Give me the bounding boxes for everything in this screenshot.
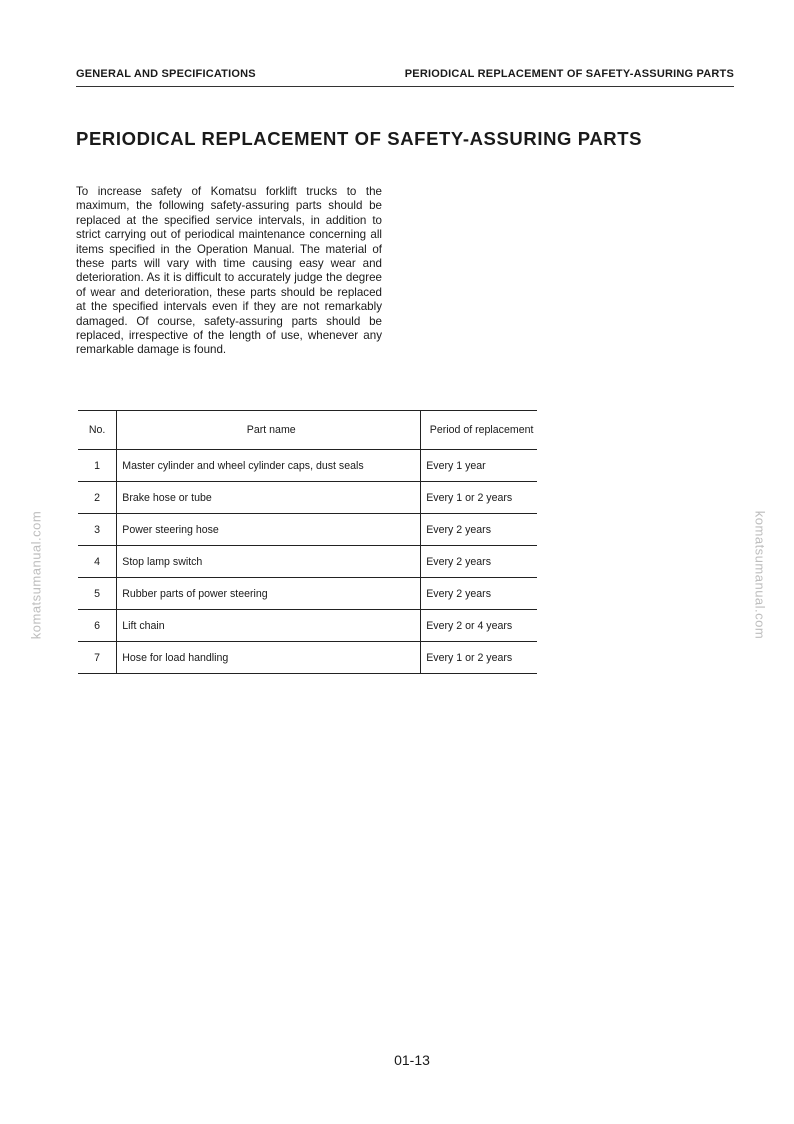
table-row <box>78 642 537 674</box>
running-header <box>76 68 734 84</box>
row-period: Every 2 years <box>421 546 537 578</box>
table-header-row <box>78 411 537 450</box>
row-period: Every 2 or 4 years <box>421 610 537 642</box>
row-no: 1 <box>78 450 117 482</box>
watermark-left: komatsumanual.com <box>28 510 44 640</box>
replacement-parts-table <box>78 410 537 674</box>
table-row <box>78 578 537 610</box>
header-section-title: GENERAL AND SPECIFICATIONS <box>76 68 256 80</box>
intro-paragraph: To increase safety of Komatsu forklift trucks to the maximum, the following safety-assuring parts should be replaced at the specified service intervals, in addition to strict carrying out of periodical maintenance concerning all items specified in the Operation Manual. The material of these parts will vary with time causing easy wear and deterioration. As it is difficult to accurately judge the degree of wear and deterioration, these parts should be replaced at the specified intervals even if they are not remarkably damaged. Of course, safety-assuring parts should be replaced, irrespective of the length of use, whenever any remarkable damage is found. <box>76 185 382 357</box>
table-row <box>78 482 537 514</box>
table-row <box>78 514 537 546</box>
row-no: 3 <box>78 514 117 546</box>
row-part-name: Stop lamp switch <box>117 546 421 578</box>
row-part-name: Lift chain <box>117 610 421 642</box>
row-part-name: Rubber parts of power steering <box>117 578 421 610</box>
table-row <box>78 610 537 642</box>
row-period: Every 2 years <box>421 578 537 610</box>
watermark-right: komatsumanual.com <box>752 510 768 640</box>
row-no: 5 <box>78 578 117 610</box>
page-number: 01-13 <box>394 1052 430 1068</box>
row-part-name: Power steering hose <box>117 514 421 546</box>
page-title: PERIODICAL REPLACEMENT OF SAFETY-ASSURING PARTS <box>76 128 643 149</box>
row-no: 4 <box>78 546 117 578</box>
row-no: 2 <box>78 482 117 514</box>
table-row <box>78 450 537 482</box>
row-no: 7 <box>78 642 117 674</box>
row-part-name: Master cylinder and wheel cylinder caps, dust seals <box>117 450 421 482</box>
row-no: 6 <box>78 610 117 642</box>
row-period: Every 2 years <box>421 514 537 546</box>
row-period: Every 1 or 2 years <box>421 482 537 514</box>
row-part-name: Brake hose or tube <box>117 482 421 514</box>
column-header-no: No. <box>78 411 117 450</box>
row-period: Every 1 or 2 years <box>421 642 537 674</box>
column-header-part-name: Part name <box>117 411 421 450</box>
table-row <box>78 546 537 578</box>
row-part-name: Hose for load handling <box>117 642 421 674</box>
header-rule <box>76 86 734 87</box>
row-period: Every 1 year <box>421 450 537 482</box>
header-chapter-title: PERIODICAL REPLACEMENT OF SAFETY-ASSURING PARTS <box>404 68 734 80</box>
column-header-period: Period of replacement <box>421 411 537 450</box>
